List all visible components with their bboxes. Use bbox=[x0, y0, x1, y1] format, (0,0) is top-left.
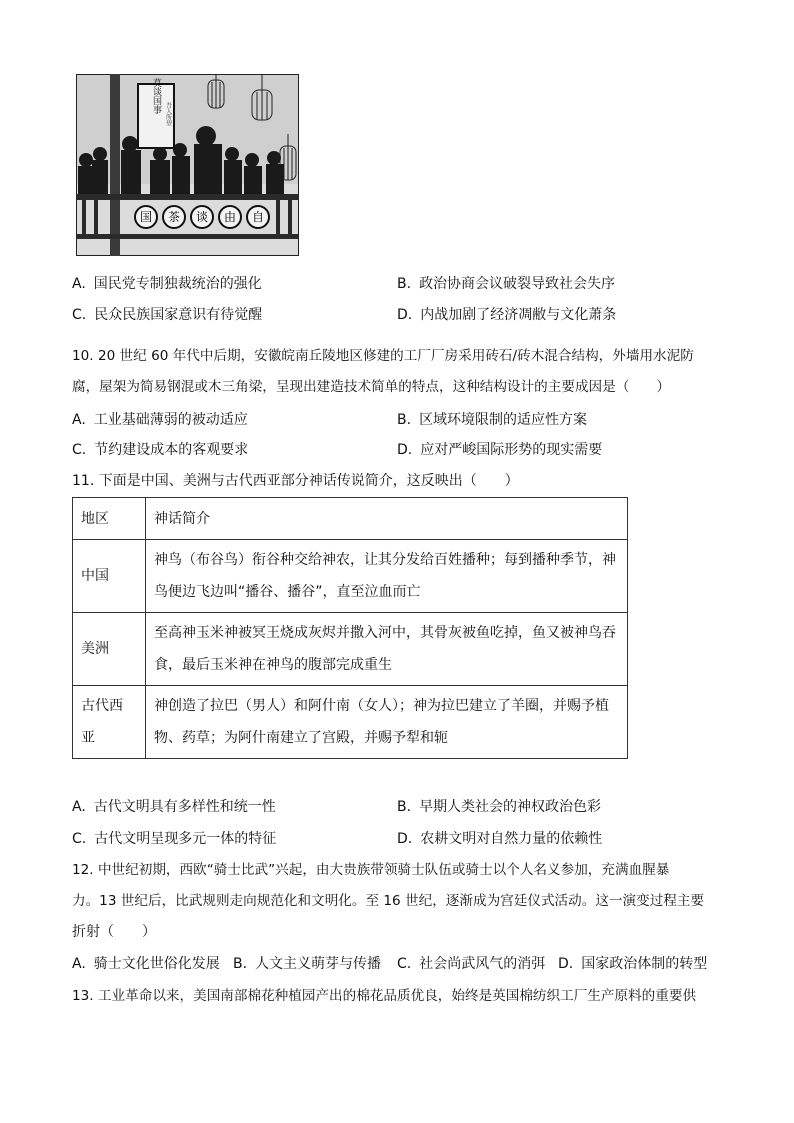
option-text: 工业基础薄弱的被动适应 bbox=[93, 412, 248, 428]
railing-char-1: 国 bbox=[139, 210, 153, 224]
railing-char-5: 自 bbox=[251, 210, 265, 224]
table-row bbox=[73, 613, 628, 686]
table-header-cell: 神话简介 bbox=[146, 498, 628, 540]
myth-text-line: 物、药草；为阿什南建立了宫殿，并赐予犁和轭 bbox=[154, 730, 448, 746]
option-key: A. bbox=[72, 799, 86, 815]
option-text: 古代文明具有多样性和统一性 bbox=[93, 799, 276, 815]
region-text: 亚 bbox=[81, 730, 95, 746]
option-key: D. bbox=[397, 307, 413, 323]
q12-stem-line-3: 折射（ ） bbox=[72, 924, 156, 940]
option-key: D. bbox=[397, 442, 413, 458]
q13-stem-line-1: 13. 工业革命以来，美国南部棉花种植园产出的棉花品质优良，始终是英国棉纺织工厂生产原料的重要供 bbox=[72, 988, 697, 1004]
q10-option-a[interactable] bbox=[72, 410, 248, 430]
table-cell-region bbox=[73, 613, 146, 686]
option-key: A. bbox=[72, 956, 86, 972]
option-text: 内战加剧了经济凋敝与文化萧条 bbox=[420, 307, 617, 323]
q12-option-d[interactable] bbox=[558, 954, 707, 974]
option-key: D. bbox=[558, 956, 574, 972]
table-cell-text bbox=[146, 540, 628, 613]
region-text: 美洲 bbox=[81, 641, 109, 657]
option-text: 农耕文明对自然力量的依赖性 bbox=[420, 831, 603, 847]
table-row bbox=[73, 540, 628, 613]
option-key: C. bbox=[72, 831, 87, 847]
option-text: 国民党专制独裁统治的强化 bbox=[93, 276, 262, 292]
option-text: 应对严峻国际形势的现实需要 bbox=[420, 442, 603, 458]
q11-option-a[interactable] bbox=[72, 797, 276, 817]
q11-stem: 11. 下面是中国、美洲与古代西亚部分神话传说简介，这反映出（ ） bbox=[72, 473, 519, 489]
option-text: 人文主义萌芽与传播 bbox=[255, 956, 382, 972]
table-cell-text bbox=[146, 686, 628, 759]
q10-option-d[interactable] bbox=[397, 440, 602, 460]
option-key: C. bbox=[72, 442, 87, 458]
option-text: 早期人类社会的神权政治色彩 bbox=[419, 799, 602, 815]
option-text: 政治协商会议破裂导致社会失序 bbox=[419, 276, 616, 292]
q12-option-c[interactable] bbox=[397, 954, 545, 974]
myth-table bbox=[72, 497, 628, 759]
table-header-row bbox=[73, 498, 628, 540]
option-key: C. bbox=[72, 307, 87, 323]
q11-option-c[interactable] bbox=[72, 829, 276, 849]
myth-text-line: 神鸟（布谷鸟）衔谷种交给神农，让其分发给百姓播种；每到播种季节，神 bbox=[154, 552, 616, 568]
option-key: B. bbox=[397, 799, 412, 815]
option-text: 民众民族国家意识有待觉醒 bbox=[94, 307, 263, 323]
q9-option-d[interactable] bbox=[397, 305, 616, 325]
option-key: C. bbox=[397, 956, 412, 972]
option-text: 骑士文化世俗化发展 bbox=[93, 956, 220, 972]
table-cell-region bbox=[73, 686, 146, 759]
option-key: B. bbox=[397, 412, 412, 428]
q10-option-b[interactable] bbox=[397, 410, 587, 430]
q12-option-b[interactable] bbox=[233, 954, 381, 974]
region-text: 古代西 bbox=[81, 698, 123, 714]
table-header-cell: 地区 bbox=[73, 498, 146, 540]
option-text: 古代文明呈现多元一体的特征 bbox=[94, 831, 277, 847]
q10-stem-line-2: 腐，屋架为简易钢混或木三角梁，呈现出建造技术简单的特点，这种结构设计的主要成因是（ ） bbox=[72, 379, 671, 395]
sign-text: 莫谈国事 bbox=[151, 78, 161, 114]
railing-char-4: 由 bbox=[223, 210, 237, 224]
option-text: 国家政治体制的转型 bbox=[581, 956, 708, 972]
table-cell-text bbox=[146, 613, 628, 686]
railing-characters bbox=[135, 206, 269, 228]
myth-text-line: 神创造了拉巴（男人）和阿什南（女人）；神为拉巴建立了羊圈，并赐予植 bbox=[154, 698, 609, 714]
myth-text-line: 食，最后玉米神在神鸟的腹部完成重生 bbox=[154, 657, 392, 673]
q10-stem-line-1: 10. 20 世纪 60 年代中后期，安徽皖南丘陵地区修建的工厂厂房采用砖石/砖木混合结构，外墙用水泥防 bbox=[72, 348, 694, 364]
q12-stem-line-1: 12. 中世纪初期，西欧“骑士比武”兴起，由大贵族带领骑士队伍或骑士以个人名义参加，充满血腥暴 bbox=[72, 862, 670, 878]
option-key: A. bbox=[72, 276, 86, 292]
q11-option-b[interactable] bbox=[397, 797, 601, 817]
q12-stem-line-2: 力。13 世纪后，比武规则走向规范化和文明化。至 16 世纪，逐渐成为宫廷仪式活动。这一演变过程主要 bbox=[72, 893, 705, 909]
railing-char-2: 茶 bbox=[167, 210, 181, 224]
q9-option-b[interactable] bbox=[397, 274, 615, 294]
table-row bbox=[73, 686, 628, 759]
q11-option-d[interactable] bbox=[397, 829, 602, 849]
option-text: 节约建设成本的客观要求 bbox=[94, 442, 249, 458]
option-key: D. bbox=[397, 831, 413, 847]
region-text: 中国 bbox=[81, 568, 109, 584]
option-key: A. bbox=[72, 412, 86, 428]
teahouse-illustration bbox=[76, 74, 299, 256]
teahouse-sketch bbox=[76, 74, 299, 256]
option-key: B. bbox=[397, 276, 412, 292]
q12-option-a[interactable] bbox=[72, 954, 220, 974]
q10-option-c[interactable] bbox=[72, 440, 248, 460]
table-cell-region bbox=[73, 540, 146, 613]
q9-option-c[interactable] bbox=[72, 305, 262, 325]
railing-char-3: 谈 bbox=[195, 210, 209, 224]
option-text: 社会尚武风气的消弭 bbox=[419, 956, 546, 972]
sign-subtext: 吾人所望 bbox=[164, 102, 172, 126]
option-key: B. bbox=[233, 956, 248, 972]
myth-text-line: 鸟便边飞边叫“播谷、播谷”，直至泣血而亡 bbox=[154, 584, 421, 600]
option-text: 区域环境限制的适应性方案 bbox=[419, 412, 588, 428]
q9-option-a[interactable] bbox=[72, 274, 262, 294]
myth-text-line: 至高神玉米神被冥王烧成灰烬并撒入河中，其骨灰被鱼吃掉，鱼又被神鸟吞 bbox=[154, 625, 616, 641]
